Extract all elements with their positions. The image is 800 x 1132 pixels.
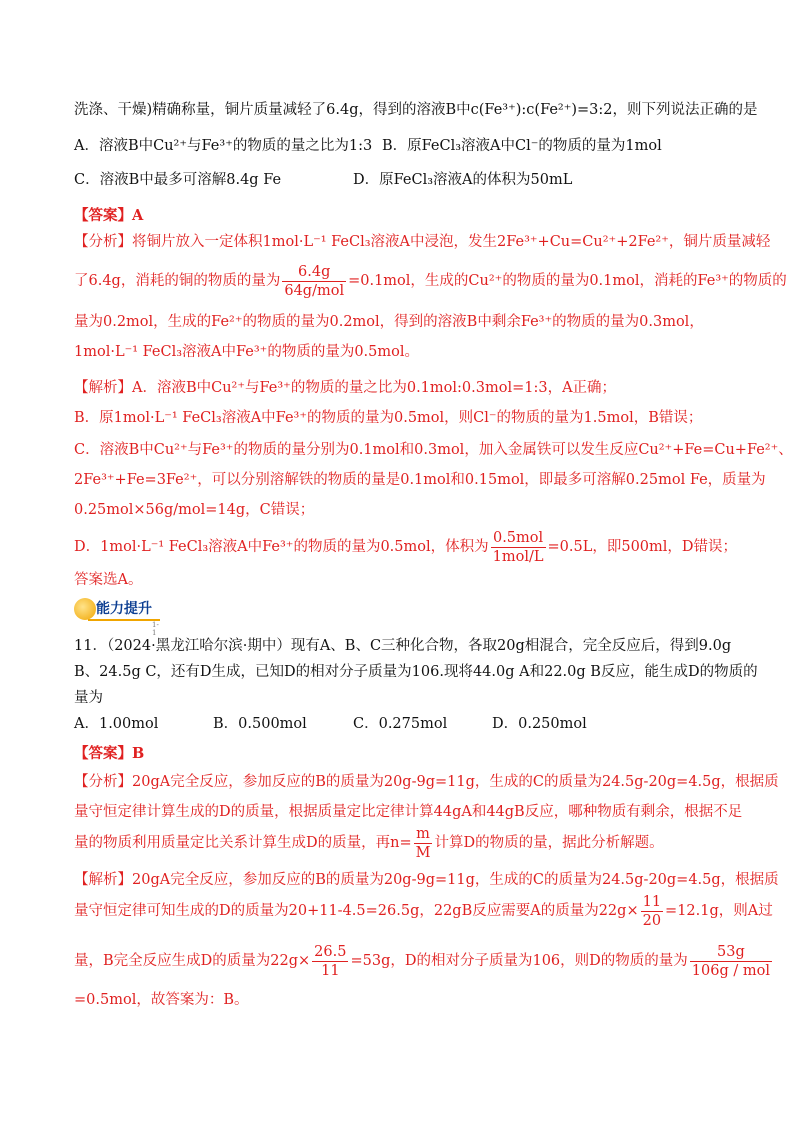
q11-option-a: A．1.00mol [74,716,159,732]
solution-text: 量，B完全反应生成D的质量为22g× [74,953,311,969]
fraction-numerator: 26.5 [314,943,347,960]
fraction-numerator: 11 [642,893,662,910]
q10-option-a: A．溶液B中Cu²⁺与Fe³⁺的物质的量之比为1:3 [74,138,373,154]
q10-answer: 【答案】A [74,207,144,224]
analysis-text: 量的物质利用质量定比关系计算生成D的质量，再n= [74,835,412,851]
section-badge-sub: 1-1 [152,621,159,637]
solution-text: =12.1g，则A过 [665,903,773,919]
fraction-denominator: 20 [642,912,662,929]
q11-solution-line-4: =0.5mol，故答案为：B。 [74,992,249,1008]
q10-solution-a: 【解析】A．溶液B中Cu²⁺与Fe³⁺的物质的量之比为0.1mol:0.3mol=1:3，A正确； [74,380,617,396]
section-badge [74,598,160,637]
q10-option-d: D．原FeCl₃溶液A的体积为50mL [353,172,573,188]
q11-analysis-line-2: 量守恒定律计算生成的D的质量，根据质量定比定律计算44gA和44gB反应，哪种物质有剩余，根据不足 [74,804,743,820]
section-badge-label: 能力提升 [88,597,160,621]
q10-solution-c-3: 0.25mol×56g/mol=14g，C错误； [74,502,315,518]
q11-option-d: D．0.250mol [492,716,587,732]
q11-stem-line-2: B、24.5g C，还有D生成，已知D的相对分子质量为106.现将44.0g A和22.0g B反应，能生成D的物质的 [74,664,758,680]
q11-option-b: B．0.500mol [213,716,307,732]
fraction-numerator: 0.5mol [491,529,546,548]
q10-option-b: B．原FeCl₃溶液A中Cl⁻的物质的量为1mol [382,138,662,154]
fraction [282,263,346,300]
q11-solution-line-2 [74,892,773,930]
analysis-text: 了6.4g，消耗的铜的物质的量为 [74,273,281,289]
q11-solution-line-1: 【解析】20gA完全反应，参加反应的B的质量为20g-9g=11g，生成的C的质量为24.5g-20g=4.5g，根据质 [74,872,779,888]
analysis-text: =0.1mol，生成的Cu²⁺的物质的量为0.1mol，消耗的Fe³⁺的物质的 [348,273,787,289]
q11-stem-line-3: 量为 [74,690,103,706]
fraction-numerator: 6.4g [282,263,346,282]
q11-analysis-line-3 [74,824,664,862]
q11-solution-line-3 [74,942,774,980]
q10-stem: 洗涤、干燥)精确称量，铜片质量减轻了6.4g，得到的溶液B中c(Fe³⁺):c(Fe²⁺)=3:2，则下列说法正确的是 [74,102,758,118]
fraction [491,529,546,566]
fraction-numerator: m [414,825,433,844]
q10-solution-b: B．原1mol·L⁻¹ FeCl₃溶液A中Fe³⁺的物质的量为0.5mol，则Cl⁻的物质的量为1.5mol，B错误； [74,410,703,426]
q10-option-c: C．溶液B中最多可溶解8.4g Fe [74,172,282,188]
solution-text: D．1mol·L⁻¹ FeCl₃溶液A中Fe³⁺的物质的量为0.5mol，体积为 [74,539,489,555]
fraction [641,893,663,930]
q10-solution-d [74,528,737,566]
q10-analysis-line-2 [74,262,787,300]
q11-answer: 【答案】B [74,745,145,762]
solution-text: =0.5L，即500ml，D错误； [547,539,738,555]
analysis-text: 计算D的物质的量，据此分析解题。 [434,835,664,851]
q11-analysis-line-1: 【分析】20gA完全反应，参加反应的B的质量为20g-9g=11g，生成的C的质量为24.5g-20g=4.5g，根据质 [74,774,779,790]
fraction-numerator: 53g [690,943,772,962]
q11-option-c: C．0.275mol [353,716,448,732]
solution-text: 量守恒定律可知生成的D的质量为20+11-4.5=26.5g，22gB反应需要A的质量为22g× [74,903,639,919]
fraction [312,943,348,980]
q10-solution-c-1: C．溶液B中Cu²⁺与Fe³⁺的物质的量分别为0.1mol和0.3mol，加入金属铁可以发生反应Cu²⁺+Fe=Cu+Fe²⁺、 [74,442,793,458]
q10-analysis-line-4: 1mol·L⁻¹ FeCl₃溶液A中Fe³⁺的物质的量为0.5mol。 [74,344,420,360]
q10-solution-c-2: 2Fe³⁺+Fe=3Fe²⁺，可以分别溶解铁的物质的量是0.1mol和0.15mol，即最多可溶解0.25mol Fe，质量为 [74,472,766,488]
fraction [414,825,433,862]
q10-analysis-line-3: 量为0.2mol，生成的Fe²⁺的物质的量为0.2mol，得到的溶液B中剩余Fe³⁺的物质的量为0.3mol， [74,314,704,330]
fraction-denominator: 106g / mol [691,962,770,979]
fraction [690,943,772,980]
q10-analysis-line-1: 【分析】将铜片放入一定体积1mol·L⁻¹ FeCl₃溶液A中浸泡，发生2Fe³⁺+Cu=Cu²⁺+2Fe²⁺，铜片质量减轻 [74,234,771,250]
fraction-denominator: 1mol/L [492,548,544,565]
q11-stem-line-1: 11．（2024·黑龙江哈尔滨·期中）现有A、B、C三种化合物，各取20g相混合，完全反应后，得到9.0g [74,638,732,654]
fraction-denominator: 11 [321,962,340,979]
solution-text: =53g，D的相对分子质量为106，则D的物质的量为 [350,953,688,969]
fraction-denominator: 64g/mol [284,282,345,299]
q10-conclusion: 答案选A。 [74,572,143,588]
fraction-denominator: M [415,844,431,861]
